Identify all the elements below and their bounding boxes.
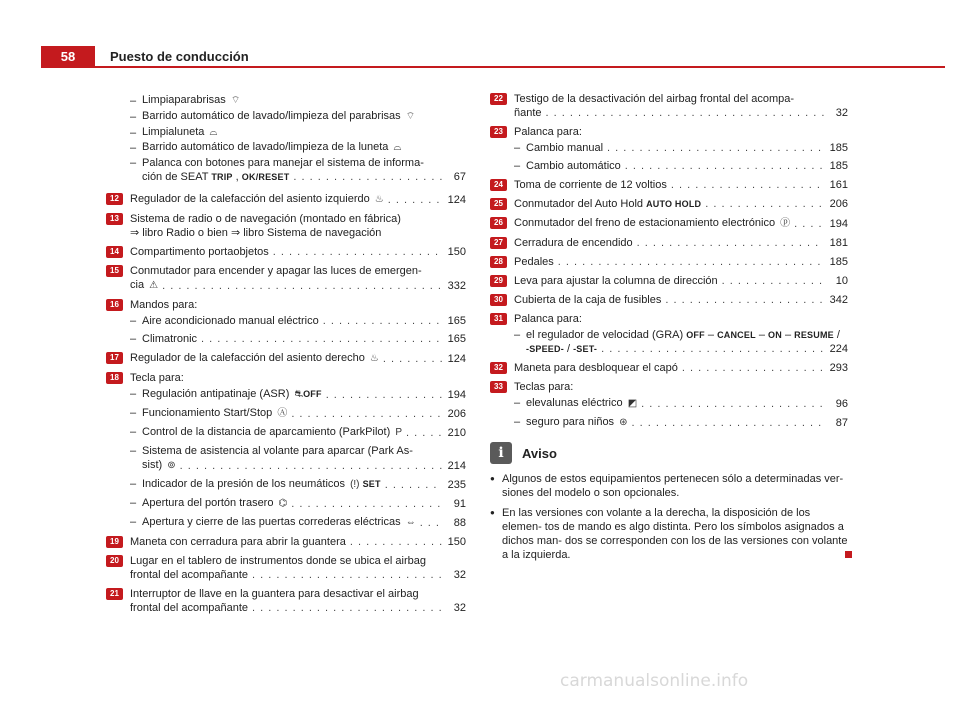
item-27: 27 Cerradura de encendido . . . 181 bbox=[490, 236, 848, 250]
aviso-paragraph: ● En las versiones con volante a la derecha, la disposición de los elemen- tos de mando es algo distinta. Pero los símbolos asignados a dichos man- dos se corresponden con los de las versiones con volante a la izquierda. bbox=[490, 506, 848, 562]
callout-badge: 21 bbox=[106, 588, 123, 600]
callout-badge: 30 bbox=[490, 294, 507, 306]
callout-badge: 19 bbox=[106, 536, 123, 548]
item-21: 21 Interruptor de llave en la guantera para desactivar el airbag frontal del acompañante . . . 32 bbox=[106, 587, 466, 615]
start-stop-icon: Ⓐ bbox=[277, 408, 288, 419]
aviso-paragraph: ● Algunos de estos equipamientos pertenecen sólo a determinadas ver- siones del modelo o son opcionales. bbox=[490, 472, 848, 500]
item-28: 28 Pedales . . . 185 bbox=[490, 255, 848, 269]
aviso-box bbox=[490, 442, 848, 562]
item-25: 25 Conmutador del Auto Hold AUTO HOLD . . . 206 bbox=[490, 197, 848, 211]
callout-badge: 14 bbox=[106, 246, 123, 258]
page-header bbox=[0, 0, 960, 70]
item-12: 12 Regulador de la calefacción del asiento izquierdo ♨ . . . 124 bbox=[106, 192, 466, 207]
callout-badge: 26 bbox=[490, 217, 507, 229]
callout-badge: 25 bbox=[490, 198, 507, 210]
item-31: 31 Palanca para: – el regulador de velocidad (GRA) OFF – CANCEL – ON – RESUME / -SPEED- / -SET- . . . 224 bbox=[490, 312, 848, 356]
callout-badge: 27 bbox=[490, 237, 507, 249]
callout-badge: 23 bbox=[490, 126, 507, 138]
item-15: 15 Conmutador para encender y apagar las luces de emergen- cia ⚠ . . . 332 bbox=[106, 264, 466, 293]
sliding-door-icon: ⇔ bbox=[405, 517, 416, 528]
callout-badge: 12 bbox=[106, 193, 123, 205]
watermark: carmanualsonline.info bbox=[560, 671, 749, 691]
ok-reset-key: OK/RESET bbox=[241, 172, 290, 182]
park-assist-icon: ⊚ bbox=[167, 460, 176, 471]
callout-badge: 33 bbox=[490, 381, 507, 393]
callout-badge: 13 bbox=[106, 213, 123, 225]
tire-pressure-icon: (!) bbox=[350, 479, 360, 490]
item-29: 29 Leva para ajustar la columna de dirección . . . 10 bbox=[490, 274, 848, 288]
list-item: – Barrido automático de lavado/limpieza de la luneta ⌓ bbox=[130, 141, 466, 153]
window-icon: ◩ bbox=[627, 398, 638, 409]
auto-hold-key: AUTO HOLD bbox=[646, 199, 702, 209]
list-item: – Barrido automático de lavado/limpieza del parabrisas ⌔ bbox=[130, 110, 466, 123]
trip-key: TRIP bbox=[211, 172, 233, 182]
list-item: – Limpialuneta ⌓ bbox=[130, 126, 466, 138]
callout-badge: 22 bbox=[490, 93, 507, 105]
callout-badge: 24 bbox=[490, 179, 507, 191]
page-number: 58 bbox=[41, 46, 95, 68]
callout-badge: 28 bbox=[490, 256, 507, 268]
aviso-title: Aviso bbox=[522, 445, 557, 461]
item-16: 16 Mandos para: – Aire acondicionado manual eléctrico . . . 165 – Climatronic . . . 165 bbox=[106, 298, 466, 346]
header-rule bbox=[95, 66, 945, 68]
item-17: 17 Regulador de la calefacción del asiento derecho ♨ . . . 124 bbox=[106, 351, 466, 366]
washer-icon: ⌔ bbox=[405, 111, 416, 122]
wiper-icon: ⌔ bbox=[230, 95, 241, 106]
hazard-icon: ⚠ bbox=[149, 280, 159, 291]
item-23: 23 Palanca para: – Cambio manual . . . 185 – Cambio automático . . . 185 bbox=[490, 125, 848, 173]
item-26: 26 Conmutador del freno de estacionamiento electrónico ⓟ . . . 194 bbox=[490, 216, 848, 231]
item-13: 13 Sistema de radio o de navegación (montado en fábrica) ⇒ libro Radio o bien ⇒ libro Sistema de navegación bbox=[106, 212, 466, 240]
page-ref: 67 bbox=[453, 171, 466, 183]
seat-heater-icon: ♨ bbox=[374, 194, 384, 205]
info-icon: i bbox=[490, 442, 512, 464]
item-30: 30 Cubierta de la caja de fusibles . . . 342 bbox=[490, 293, 848, 307]
child-lock-icon: ⊛ bbox=[619, 417, 628, 428]
parking-brake-icon: ⓟ bbox=[780, 218, 791, 229]
list-item: – Palanca con botones para manejar el sistema de informa- ción de SEAT TRIP , OK/RESET . . . 67 bbox=[130, 156, 466, 184]
callout-badge: 29 bbox=[490, 275, 507, 287]
callout-badge: 31 bbox=[490, 313, 507, 325]
item-19: 19 Maneta con cerradura para abrir la guantera . . . 150 bbox=[106, 535, 466, 549]
traction-icon: ⛐ bbox=[294, 389, 304, 400]
rear-washer-icon: ⌓ bbox=[393, 142, 402, 153]
page-title: Puesto de conducción bbox=[110, 49, 249, 64]
seat-heater-icon: ♨ bbox=[369, 353, 379, 364]
item-22: 22 Testigo de la desactivación del airbag frontal del acompa- ñante . . . 32 bbox=[490, 92, 848, 120]
intro-list bbox=[106, 94, 466, 184]
right-column bbox=[490, 92, 848, 568]
end-marker bbox=[845, 551, 852, 558]
item-18: 18 Tecla para: – Regulación antipatinaje (ASR) ⛐OFF . . . 194 – Funcionamiento Start/Stop Ⓐ . . . 206 – Control de la distancia de aparcamiento (ParkPilot) P . . . 210 – Sistema de asistencia al volante para aparcar (Park As- sist) ⊚ . . . 214 – Indicador de la presión de los neumáticos (!) SET . . . 235 – Apertura del portón trasero ⌬ . . . 91 – Apertura y cierre de las puertas correderas eléctricas ⇔ . . . 88 bbox=[106, 371, 466, 530]
item-33: 33 Teclas para: – elevalunas eléctrico ◩ . . . 96 – seguro para niños ⊛ . . . 87 bbox=[490, 380, 848, 430]
callout-badge: 17 bbox=[106, 352, 123, 364]
item-14: 14 Compartimento portaobjetos . . . 150 bbox=[106, 245, 466, 259]
item-32: 32 Maneta para desbloquear el capó . . . 293 bbox=[490, 361, 848, 375]
callout-badge: 32 bbox=[490, 362, 507, 374]
callout-badge: 16 bbox=[106, 299, 123, 311]
callout-badge: 20 bbox=[106, 555, 123, 567]
tailgate-icon: ⌬ bbox=[278, 498, 288, 509]
list-item: – Limpiaparabrisas ⌔ bbox=[130, 94, 466, 107]
parking-icon: P bbox=[395, 427, 402, 438]
left-column bbox=[106, 92, 466, 620]
item-20: 20 Lugar en el tablero de instrumentos donde se ubica el airbag frontal del acompañante . . . 32 bbox=[106, 554, 466, 582]
callout-badge: 15 bbox=[106, 265, 123, 277]
callout-badge: 18 bbox=[106, 372, 123, 384]
item-24: 24 Toma de corriente de 12 voltios . . . 161 bbox=[490, 178, 848, 192]
rear-wiper-icon: ⌓ bbox=[209, 127, 218, 138]
